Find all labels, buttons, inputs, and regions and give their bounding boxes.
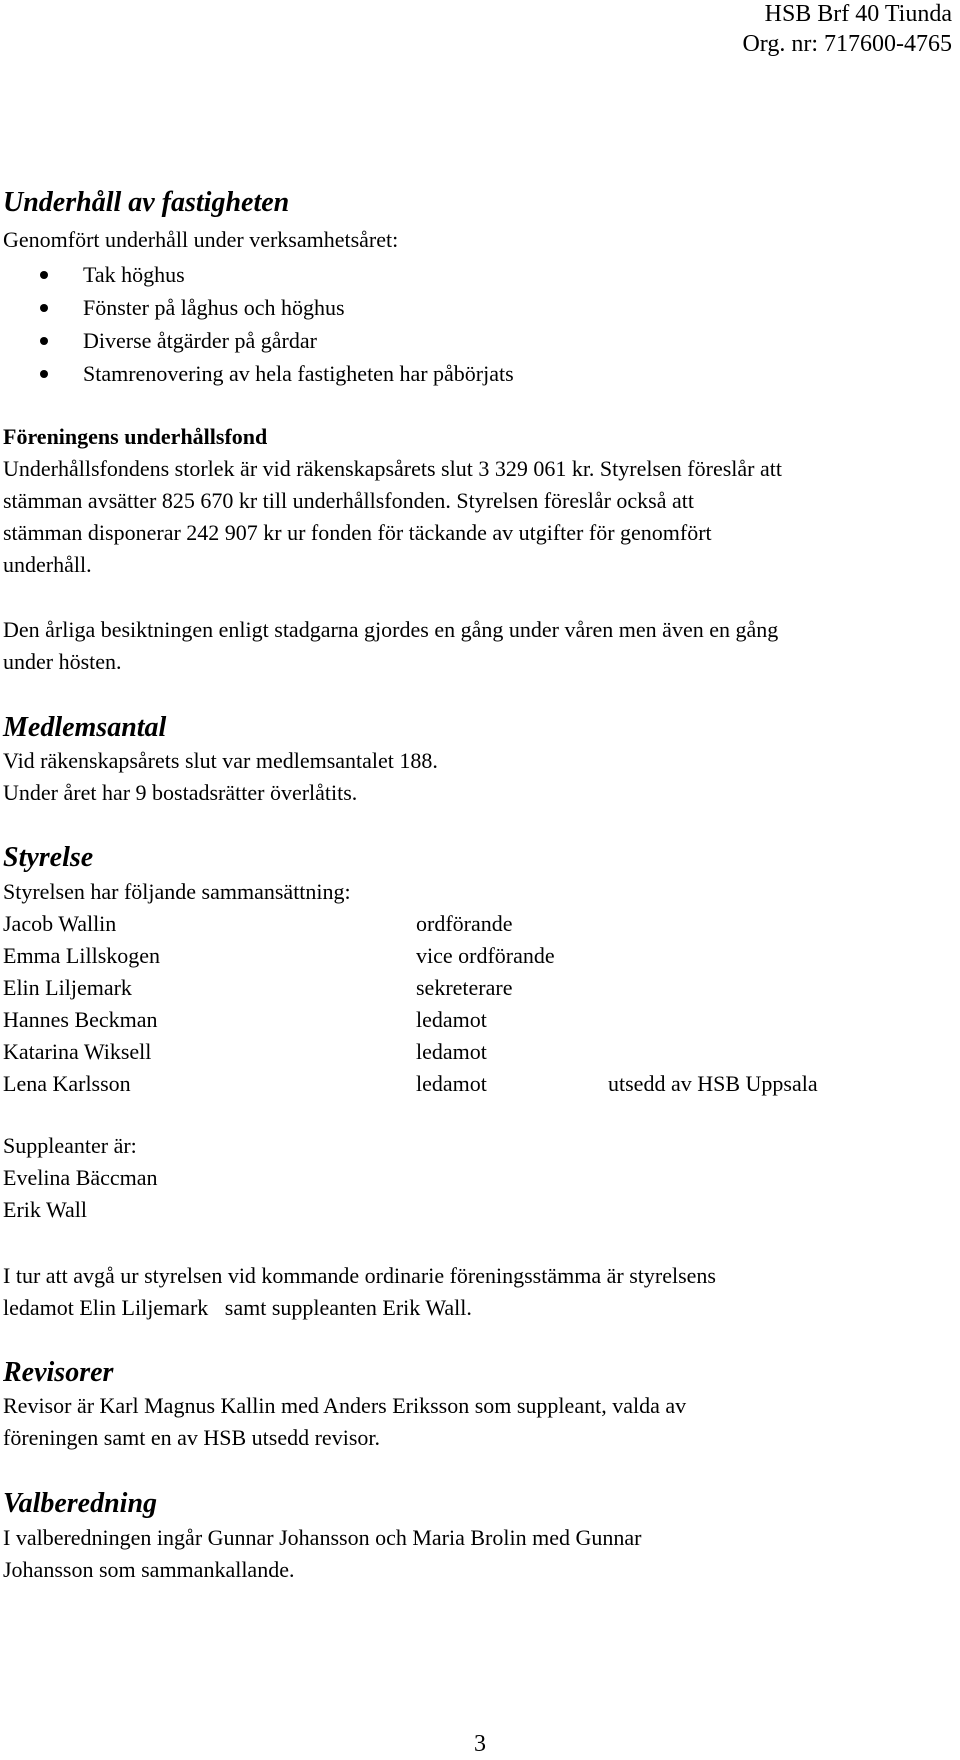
besiktning-paragraph: Den årliga besiktningen enligt stadgarna gjordes en gång under våren men även en gång under hösten. xyxy=(3,617,779,674)
page-number: 3 xyxy=(474,1731,486,1757)
bullet-icon xyxy=(40,271,48,279)
member-name: Hannes Beckman xyxy=(3,1007,158,1032)
list-item: Stamrenovering av hela fastigheten har påbörjats xyxy=(0,357,514,390)
bullet-icon xyxy=(40,370,48,378)
medlemsantal-heading: Medlemsantal xyxy=(3,712,167,743)
tur-att-avga-paragraph: I tur att avgå ur styrelsen vid kommande ordinarie föreningsstämma är styrelsens ledamot Elin Liljemark samt suppleanten Erik Wall. xyxy=(3,1263,716,1320)
styrelse-intro: Styrelsen har följande sammansättning: xyxy=(3,879,351,904)
revisorer-paragraph: Revisor är Karl Magnus Kallin med Anders Eriksson som suppleant, valda av föreningen samt en av HSB utsedd revisor. xyxy=(3,1393,687,1450)
list-item: Tak höghus xyxy=(0,258,514,291)
bullet-icon xyxy=(40,304,48,312)
valberedning-paragraph: I valberedningen ingår Gunnar Johansson och Maria Brolin med Gunnar Johansson som sammankallande. xyxy=(3,1525,642,1582)
suppleanter-label: Suppleanter är: xyxy=(3,1133,137,1158)
member-name: Jacob Wallin xyxy=(3,911,117,936)
member-role: ledamot xyxy=(416,1039,487,1064)
valberedning-heading: Valberedning xyxy=(3,1488,158,1519)
member-name: Emma Lillskogen xyxy=(3,943,161,968)
fond-paragraph: Underhållsfondens storlek är vid räkenskapsårets slut 3 329 061 kr. Styrelsen föreslår att stämman avsätter 825 670 kr till underhållsfonden. Styrelsen föreslår också att stämman disponerar 242 907 kr ur fonden för täckande av utgifter för genomfört underhåll. xyxy=(3,456,782,577)
org-number: Org. nr: 717600-4765 xyxy=(742,31,952,57)
suppleant-name: Erik Wall xyxy=(3,1197,87,1222)
member-role: ledamot xyxy=(416,1007,487,1032)
styrelse-heading: Styrelse xyxy=(3,842,94,873)
member-name: Lena Karlsson xyxy=(3,1071,131,1096)
member-name: Elin Liljemark xyxy=(3,975,132,1000)
member-role: vice ordförande xyxy=(416,943,555,968)
underhall-list xyxy=(0,258,514,390)
list-item: Diverse åtgärder på gårdar xyxy=(0,324,514,357)
member-role: ledamot xyxy=(416,1071,487,1096)
underhall-intro: Genomfört underhåll under verksamhetsåret: xyxy=(3,227,399,252)
member-note: utsedd av HSB Uppsala xyxy=(608,1071,818,1096)
member-name: Katarina Wiksell xyxy=(3,1039,152,1064)
revisorer-heading: Revisorer xyxy=(3,1357,114,1388)
bullet-icon xyxy=(40,337,48,345)
medlemsantal-paragraph: Vid räkenskapsårets slut var medlemsantalet 188. Under året har 9 bostadsrätter överlåtits. xyxy=(3,748,438,805)
fond-heading: Föreningens underhållsfond xyxy=(3,424,268,449)
org-name: HSB Brf 40 Tiunda xyxy=(764,1,952,27)
member-role: ordförande xyxy=(416,911,513,936)
list-item: Fönster på låghus och höghus xyxy=(0,291,514,324)
member-role: sekreterare xyxy=(416,975,513,1000)
underhall-heading: Underhåll av fastigheten xyxy=(3,187,290,218)
suppleant-name: Evelina Bäccman xyxy=(3,1165,158,1190)
